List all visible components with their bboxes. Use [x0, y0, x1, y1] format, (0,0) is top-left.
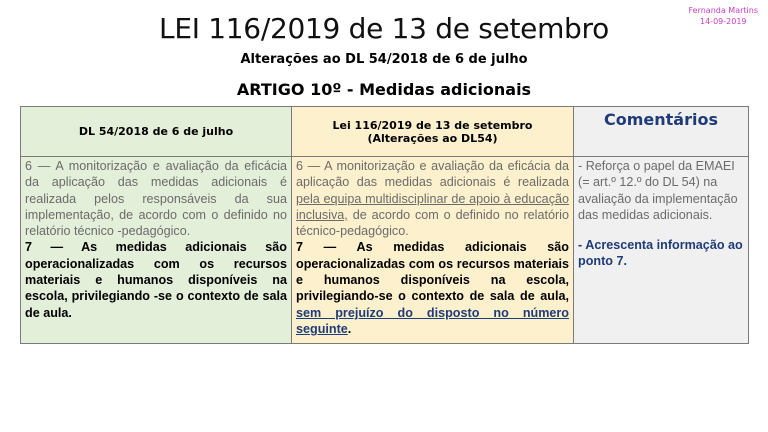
header-cell-lei116 [292, 107, 574, 157]
author-name: Fernanda Martins [688, 6, 758, 15]
lei116-p6-text-b: de acordo com o definido no relatório técnico-pedagógico. [296, 207, 569, 239]
comment-1: - Reforça o papel da EMAEI (= art.º 12.º do DL 54) na avaliação da implementação das medidas adicionais. [578, 159, 738, 222]
header-dl54-label: DL 54/2018 de 6 de julho [78, 125, 234, 138]
header-cell-dl54 [21, 107, 292, 157]
page-subtitle: Alterações ao DL 54/2018 de 6 de julho [240, 52, 528, 67]
author-date: 14-09-2019 [700, 17, 747, 26]
lei116-p7-text-a: 7 — As medidas adicionais são operacionalizadas com os recursos materiais e humanos disponíveis na escola, privilegiando-se o contexto de sala de aula, [296, 240, 569, 304]
dl54-paragraph-7: 7 — As medidas adicionais são operacionalizadas com os recursos materiais e humanos disponíveis na escola, privilegiando -se o contexto de sala de aula. [25, 240, 287, 320]
lei116-p7-end: . [347, 321, 352, 336]
lei116-paragraph-6 [296, 158, 569, 239]
lei116-paragraph-7 [296, 239, 569, 337]
lei116-p7-underlined: sem prejuízo do disposto no número seguinte [296, 305, 569, 336]
header-comments-label: Comentários [604, 110, 718, 129]
page-title: LEI 116/2019 de 13 de setembro [159, 12, 609, 45]
header-cell-comments [574, 107, 749, 157]
header-lei116-line2: (Alterações ao DL54) [367, 131, 498, 145]
lei116-p6-text-a: 6 — A monitorização e avaliação da eficácia da aplicação das medidas adicionais é realizada [296, 159, 569, 190]
lei116-p6-underlined: pela equipa multidisciplinar de apoio à educação inclusiva, [296, 191, 569, 222]
comments-cell [574, 157, 749, 344]
lei116-text-cell [292, 157, 574, 344]
dl54-text-cell [21, 157, 292, 344]
comment-2: - Acrescenta informação ao ponto 7. [578, 238, 743, 269]
dl54-paragraph-6: 6 — A monitorização e avaliação da eficácia da aplicação das medidas adicionais é realizada pelos responsáveis da sua implementação, de acordo com o definido no relatório técnico -pedagógico. [25, 159, 287, 239]
comparison-table [20, 106, 749, 344]
table-header-row [21, 107, 749, 157]
section-heading: ARTIGO 10º - Medidas adicionais [236, 80, 532, 99]
header-lei116-line1: Lei 116/2019 de 13 de setembro [332, 118, 533, 132]
table-body-row [21, 157, 749, 344]
